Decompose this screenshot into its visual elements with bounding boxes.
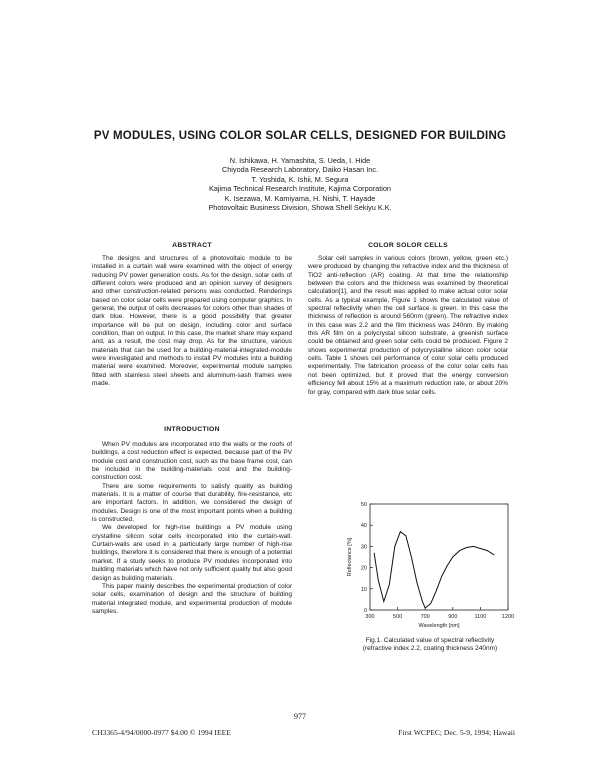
series-line-reflectivity	[374, 532, 494, 608]
color-cells-text: Solar cell samples in various colors (brown, yellow, green etc.) were produced by changing the refractive index and the thickness of TiO2 anti-reflection (AR) coating. At that time the relationship between the colors and the thickness was examined by theoretical calculation[1], and the result was applied to make actual color solar cells. As a typical example, Figure 1 shows the calculated value of spectral reflectivity when the cell surface is green. In this case the thickness of reflection is around 560nm (green). The refractive index in this case was 2.2 and the film thickness was 240nm. By making this AR film on a polycrystal silicon substrate, a greenish surface could be obtained and green solar cells could be produced. Figure 2 shows experimental production of polycrystalline silicon color solar cells. Table 1 shows cell performance of color solar cells produced experimentally. The fabrication process of the color solar cells has not been optimized, but it proved that the energy conversion efficiency fell about 15% at a maximum reduction rate, or about 20% for gray, compared with dark blue solar cells.	[308, 255, 508, 396]
abstract-body	[92, 255, 292, 389]
intro-paragraph: When PV modules are incorporated into the walls or the roofs of buildings, a cost reduction effect is expected, because part of the PV module cost and construction cost, such as the base frame cost, can be included in the building-materials cost and the building-construction cost.	[92, 441, 292, 482]
figure-caption	[340, 637, 520, 653]
x-tick-label: 900	[448, 614, 458, 620]
intro-paragraph: We developed for high-rise buildings a PV module using crystalline silicon solar cells incorporated into the curtain-wall. Curtain-walls are used in a particularly large number of high-rise buildings, therefore it is considered that there is enough of a potential market. If a study seeks to produce PV modules incorporated into building materials which have not only sufficient quality but also good design as building materials.	[92, 524, 292, 582]
plot-frame	[370, 504, 508, 610]
paper-title: PV MODULES, USING COLOR SOLAR CELLS, DESIGNED FOR BUILDING	[93, 130, 507, 142]
abstract-text: The designs and structures of a photovoltaic module to be installed in a curtain wall were examined with the object of energy reducing PV power generation costs. As for the design, solar cells of different colors were produced and an opinion survey of designers and other construction-related persons was conducted. Renderings based on color solar cells were prepared using computer graphics. In general, the output of cells decreases for colors other than shades of dark blue. However, there is a good possibility that greater importance will be put on design, including color and surface condition, than on output. In this case, the market share may expand and, as a result, the cost may drop. As for the structure, various materials that can be used for a building-material-integrated-module were investigated and methods to install PV modules into a building material were examined. Moreover, experimental module samples fitted with stainless steel sheets and aluminum-sash frames were made.	[92, 255, 292, 388]
y-tick-label: 0	[363, 608, 367, 614]
reflectivity-chart	[344, 498, 514, 630]
intro-paragraph: There are some requirements to satisfy quality as building materials. It is a matter of course that durability, fire-resistance, etc are important factors. In addition, we considered the design of modules. Design is one of the most important points when a building is constructed.	[92, 482, 292, 524]
introduction-heading: INTRODUCTION	[164, 426, 220, 433]
y-tick-label: 40	[360, 523, 367, 530]
author-block	[150, 156, 450, 212]
page-number: 977	[294, 712, 306, 721]
figure-1	[344, 498, 514, 630]
x-tick-label: 500	[393, 614, 403, 620]
x-axis-label: Wavelength [nm]	[418, 623, 460, 629]
intro-paragraph: This paper mainly describes the experimental production of color solar cells, examination of design and the structure of building material integrated module, and experimental production of module samples.	[92, 582, 292, 615]
author-line-1: N. Ishikawa, H. Yamashita, S. Ueda, I. Hide	[229, 156, 371, 165]
author-line-2: T. Yoshida, K. Ishii, M. Segura	[251, 174, 349, 184]
author-line-3: K. Isezawa, M. Kamiyama, H. Nishi, T. Hayade	[224, 193, 376, 203]
y-axis-label: Reflectance [%]	[347, 537, 353, 577]
footer-conference: First WCPEC; Dec. 5-9, 1994; Hawaii	[398, 728, 515, 737]
color-cells-heading: COLOR SOLOR CELLS	[368, 242, 448, 249]
abstract-heading: ABSTRACT	[172, 242, 212, 249]
introduction-body	[92, 441, 292, 616]
affiliation-line-2: Kajima Technical Research Institute, Kajima Corporation	[209, 184, 391, 194]
x-tick-label: 1100	[474, 614, 487, 620]
x-tick-label: 700	[420, 614, 430, 620]
caption-line-1: Fig.1. Calculated value of spectral reflectivity	[365, 637, 495, 644]
footer-copyright: CH3365-4/94/0000-0977 $4.00 © 1994 IEEE	[92, 728, 231, 737]
affiliation-line-3: Photovoltaic Business Division, Showa Shell Sekiyu K.K.	[208, 203, 392, 213]
color-cells-body	[308, 255, 508, 397]
x-tick-label: 300	[365, 614, 375, 620]
x-tick-label: 1200	[501, 614, 514, 620]
affiliation-line-1: Chiyoda Research Laboratory, Daiko Hasan Inc.	[221, 165, 379, 175]
y-tick-label: 30	[360, 544, 367, 551]
y-tick-label: 10	[360, 586, 367, 593]
y-tick-label: 20	[360, 565, 367, 572]
y-tick-label: 50	[360, 502, 367, 508]
caption-line-2: (refractive index 2.2, coating thickness 240nm)	[362, 645, 498, 653]
